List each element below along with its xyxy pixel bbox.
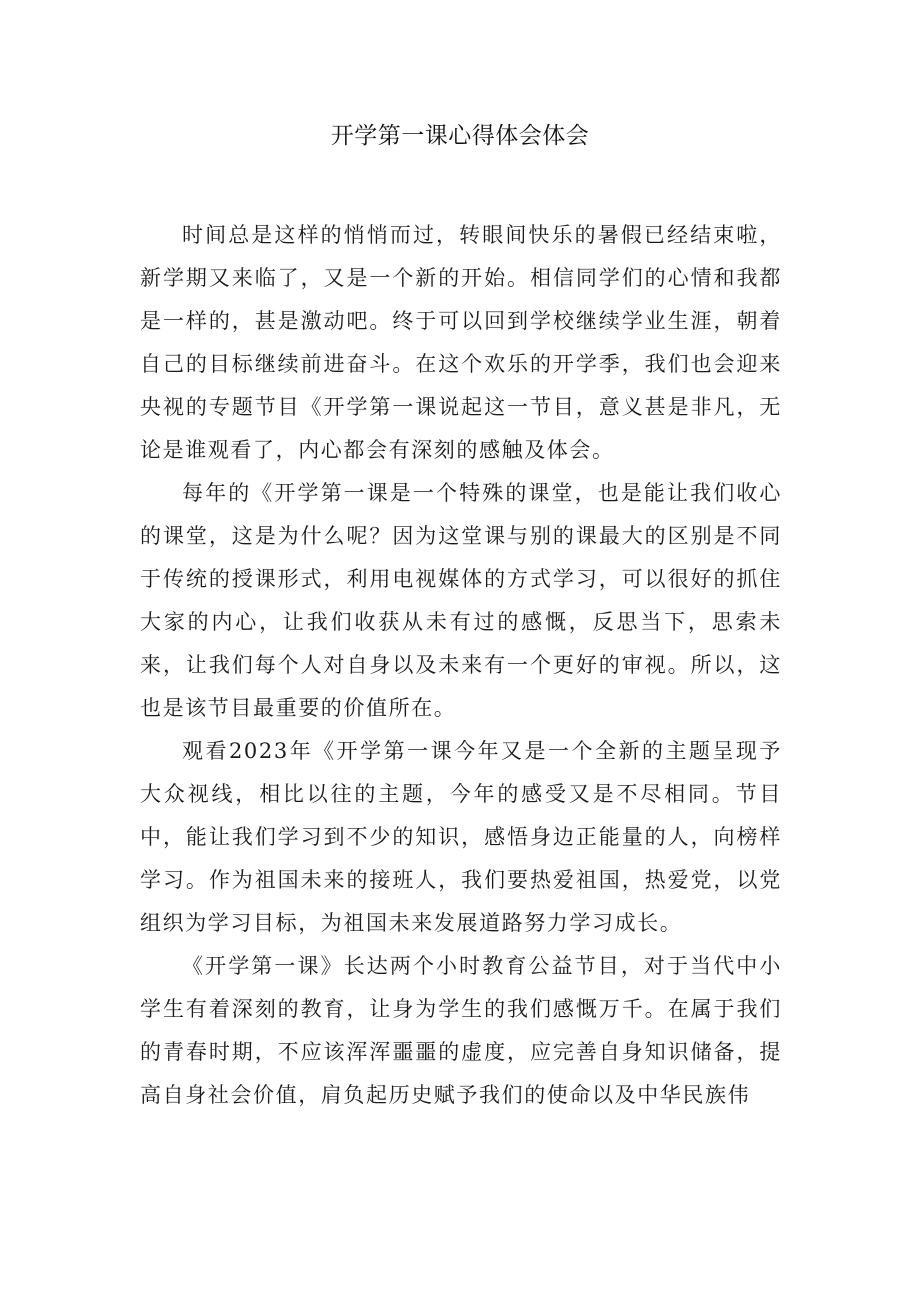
paragraph-3: 观看2023年《开学第一课今年又是一个全新的主题呈现予大众视线，相比以往的主题，今年的感受又是不尽相同。节目中，能让我们学习到不少的知识，感悟身边正能量的人，向榜样学习。作为祖国未来的接班人，我们要热爱祖国，热爱党，以党组织为学习目标，为祖国未来发展道路努力学习成长。 [140,739,782,935]
paragraph-2: 每年的《开学第一课是一个特殊的课堂，也是能让我们收心的课堂，这是为什么呢？因为这堂课与别的课最大的区别是不同于传统的授课形式，利用电视媒体的方式学习，可以很好的抓住大家的内心，让我们收获从未有过的感慨，反思当下，思索未来，让我们每个人对自身以及未来有一个更好的审视。所以，这也是该节目最重要的价值所在。 [140,481,782,720]
document-title: 开学第一课心得体会体会 [330,123,590,149]
document-body [140,214,782,1117]
paragraph-1: 时间总是这样的悄悄而过，转眼间快乐的暑假已经结束啦，新学期又来临了，又是一个新的开始。相信同学们的心情和我都是一样的，甚是激动吧。终于可以回到学校继续学业生涯，朝着自己的目标继续前进奋斗。在这个欢乐的开学季，我们也会迎来央视的专题节目《开学第一课说起这一节目，意义甚是非凡，无论是谁观看了，内心都会有深刻的感触及体会。 [140,223,782,462]
paragraph-4: 《开学第一课》长达两个小时教育公益节目，对于当代中小学生有着深刻的教育，让身为学生的我们感慨万千。在属于我们的青春时期，不应该浑浑噩噩的虚度，应完善自身知识储备，提高自身社会价值，肩负起历史赋予我们的使命以及中华民族伟 [140,954,782,1107]
